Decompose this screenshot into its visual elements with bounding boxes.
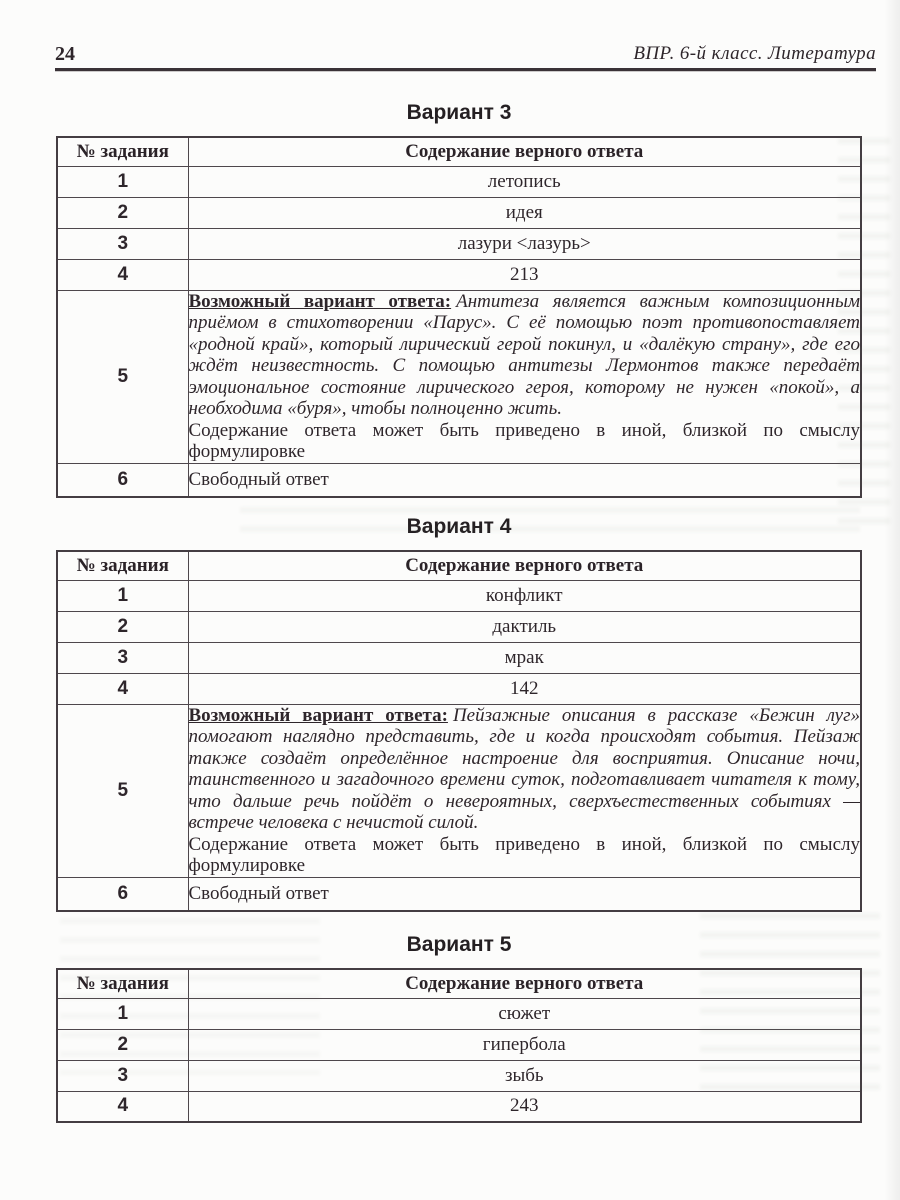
essay-label: Возможный вариант ответа: — [188, 704, 448, 726]
answer-value: мрак — [188, 642, 861, 673]
task-number: 6 — [57, 463, 188, 497]
table-row — [57, 1091, 861, 1122]
column-header-answer: Содержание верного ответа — [188, 969, 861, 998]
task-number: 3 — [57, 228, 188, 259]
column-header-task-number: № задания — [57, 551, 188, 580]
answer-value: идея — [188, 197, 861, 228]
answer-value: Свободный ответ — [188, 463, 861, 497]
answer-value: 142 — [188, 673, 861, 704]
answer-value: сюжет — [188, 998, 861, 1029]
table-row-essay — [57, 290, 861, 463]
variant-title: Вариант 3 — [406, 101, 512, 124]
answer-value: Свободный ответ — [188, 877, 861, 911]
answer-essay-cell — [188, 704, 861, 877]
essay-note: Содержание ответа может быть приведено в иной, близкой по смыслу формулировке — [188, 419, 860, 462]
table-row — [57, 877, 861, 911]
table-row — [57, 642, 861, 673]
essay-text: Пейзажные описания в рассказе «Бежин луг» помогают наглядно представить, где и когда происходят события. Пейзаж также создаёт определённое настроение для восприятия. Описание ночи, таинственного и загадочного времени суток, подготавливает читателя к тому, что дальше речь пойдёт о невероятных, сверхъестественных событиях — встрече человека с нечистой силой. — [188, 704, 860, 833]
table-row — [57, 1060, 861, 1091]
answer-essay-cell — [188, 290, 861, 463]
answer-value: 213 — [188, 259, 861, 290]
answer-value: дактиль — [188, 611, 861, 642]
table-row — [57, 580, 861, 611]
essay-label: Возможный вариант ответа: — [188, 290, 452, 312]
table-row — [57, 166, 861, 197]
header-rule — [55, 68, 876, 71]
table-row-essay — [57, 704, 861, 877]
task-number: 5 — [57, 704, 188, 877]
answer-value: гипербола — [188, 1029, 861, 1060]
page-number: 24 — [55, 43, 75, 65]
task-number: 6 — [57, 877, 188, 911]
task-number: 4 — [57, 1091, 188, 1122]
answer-value: 243 — [188, 1091, 861, 1122]
essay-paragraph — [189, 705, 861, 834]
table-row — [57, 197, 861, 228]
edition-title: ВПР. 6-й класс. Литература — [633, 43, 876, 64]
task-number: 2 — [57, 197, 188, 228]
variant-title: Вариант 4 — [406, 515, 512, 538]
running-head — [55, 44, 876, 64]
task-number: 4 — [57, 673, 188, 704]
answer-value: конфликт — [188, 580, 861, 611]
task-number: 3 — [57, 642, 188, 673]
answer-value: летопись — [188, 166, 861, 197]
answers-table-variant-3 — [56, 136, 862, 498]
table-row — [57, 259, 861, 290]
variant-title: Вариант 5 — [406, 933, 512, 956]
answer-value: зыбь — [188, 1060, 861, 1091]
task-number: 5 — [57, 290, 188, 463]
column-header-task-number: № задания — [57, 969, 188, 998]
task-number: 2 — [57, 611, 188, 642]
answers-table-variant-5 — [56, 968, 862, 1123]
table-row — [57, 611, 861, 642]
table-row — [57, 228, 861, 259]
table-header-row — [57, 551, 861, 580]
essay-paragraph — [189, 291, 861, 420]
task-number: 2 — [57, 1029, 188, 1060]
column-header-answer: Содержание верного ответа — [188, 137, 861, 166]
table-row — [57, 998, 861, 1029]
table-header-row — [57, 137, 861, 166]
task-number: 1 — [57, 580, 188, 611]
table-row — [57, 1029, 861, 1060]
essay-note: Содержание ответа может быть приведено в иной, близкой по смыслу формулировке — [188, 833, 860, 876]
column-header-task-number: № задания — [57, 137, 188, 166]
essay-text: Антитеза является важным композиционным приёмом в стихотворении «Парус». С её помощью поэт противопоставляет «родной край», который лирический герой покинул, и «далёкую страну», где его ждёт неизвестность. С помощью антитезы Лермонтов также передаёт эмоциональное состояние лирического героя, которому не нужен «покой», а необходима «буря», чтобы полноценно жить. — [188, 290, 860, 419]
task-number: 1 — [57, 998, 188, 1029]
table-row — [57, 463, 861, 497]
column-header-answer: Содержание верного ответа — [188, 551, 861, 580]
answer-value: лазури <лазурь> — [188, 228, 861, 259]
task-number: 4 — [57, 259, 188, 290]
table-row — [57, 673, 861, 704]
table-header-row — [57, 969, 861, 998]
answers-table-variant-4 — [56, 550, 862, 912]
task-number: 3 — [57, 1060, 188, 1091]
task-number: 1 — [57, 166, 188, 197]
